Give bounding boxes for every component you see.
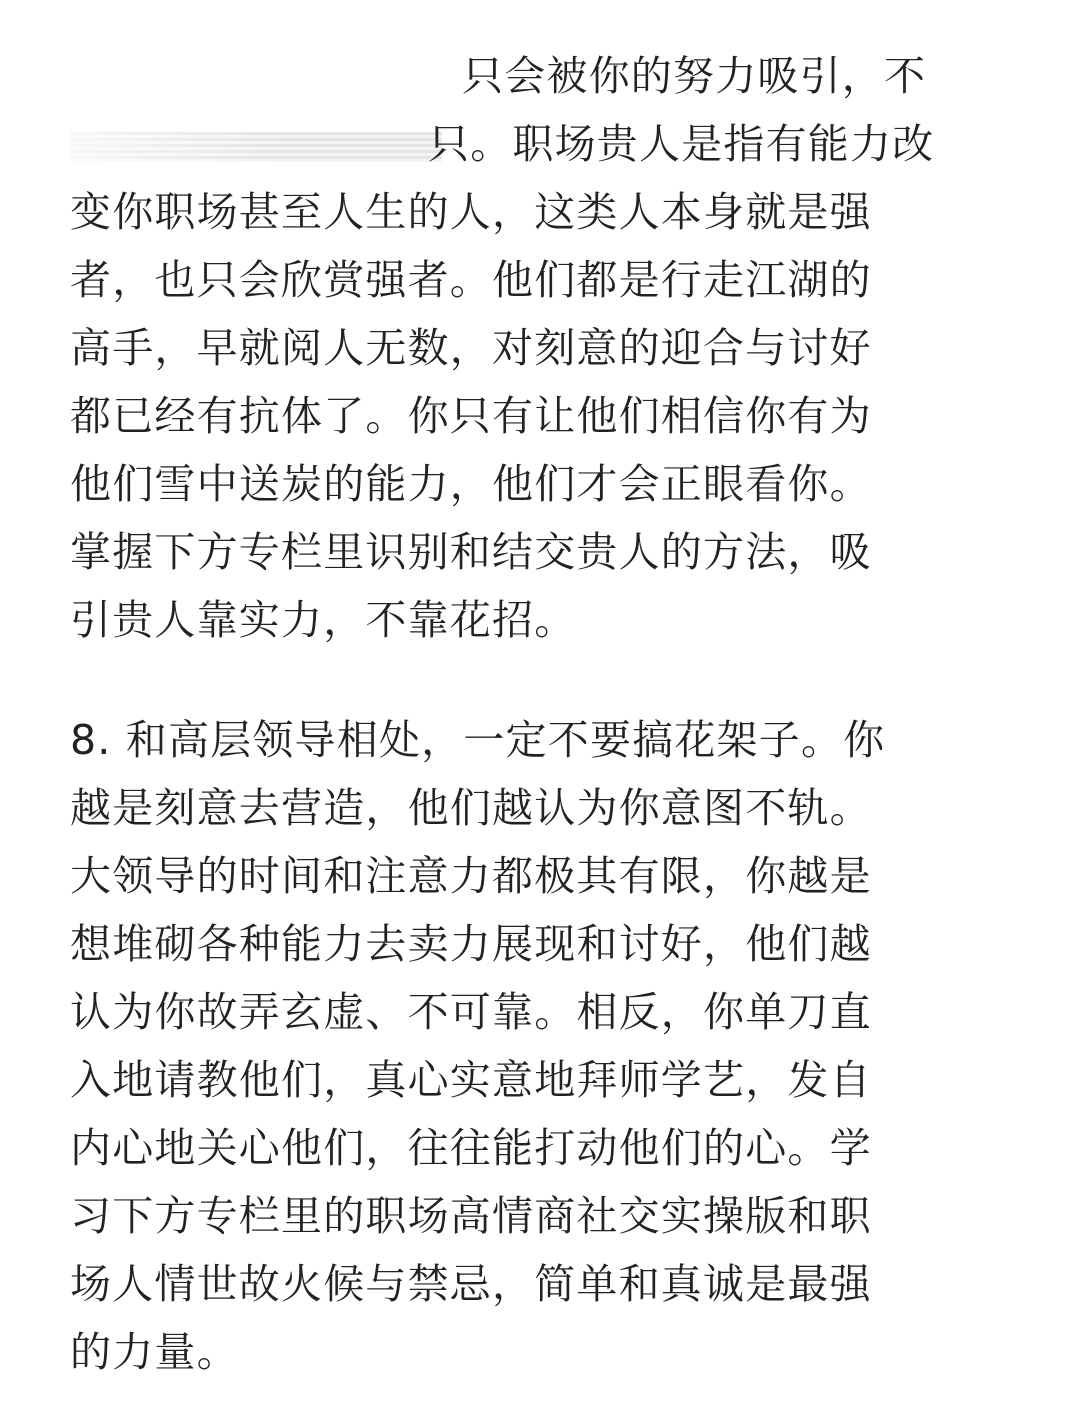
text-line: 掌握下方专栏里识别和结交贵人的方法，吸	[70, 528, 872, 576]
text-line: 8. 和高层领导相处，一定不要搞花架子。你	[70, 716, 886, 764]
text-line: 越是刻意去营造，他们越认为你意图不轨。	[70, 784, 872, 832]
text-line-redacted	[70, 110, 1000, 178]
text-line: 大领导的时间和注意力都极其有限，你越是	[70, 852, 872, 900]
text-line: 引贵人靠实力，不靠花招。	[70, 596, 577, 644]
text-line: 者，也只会欣赏强者。他们都是行走江湖的	[70, 256, 872, 304]
text-line: 认为你故弄玄虚、不可靠。相反，你单刀直	[70, 988, 872, 1036]
text-line: 只会被你的努力吸引，不	[462, 52, 927, 100]
text-line: 都已经有抗体了。你只有让他们相信你有为	[70, 392, 872, 440]
text-line: 场人情世故火候与禁忌，简单和真诚是最强	[70, 1260, 872, 1308]
text-line: 想堆砌各种能力去卖力展现和讨好，他们越	[70, 920, 872, 968]
text-line: 习下方专栏里的职场高情商社交实操版和职	[70, 1192, 872, 1240]
text-line: 的力量。	[70, 1328, 239, 1376]
text-line: 高手，早就阅人无数，对刻意的迎合与讨好	[70, 324, 872, 372]
text-line: 他们雪中送炭的能力，他们才会正眼看你。	[70, 460, 872, 508]
text-line: 只。职场贵人是指有能力改	[428, 120, 935, 168]
text-line: 内心地关心他们，往往能打动他们的心。学	[70, 1124, 872, 1172]
paragraph-1	[70, 42, 1000, 654]
text-line: 入地请教他们，真心实意地拜师学艺，发自	[70, 1056, 872, 1104]
paragraph-2	[70, 706, 1000, 1386]
text-line: 变你职场甚至人生的人，这类人本身就是强	[70, 188, 872, 236]
